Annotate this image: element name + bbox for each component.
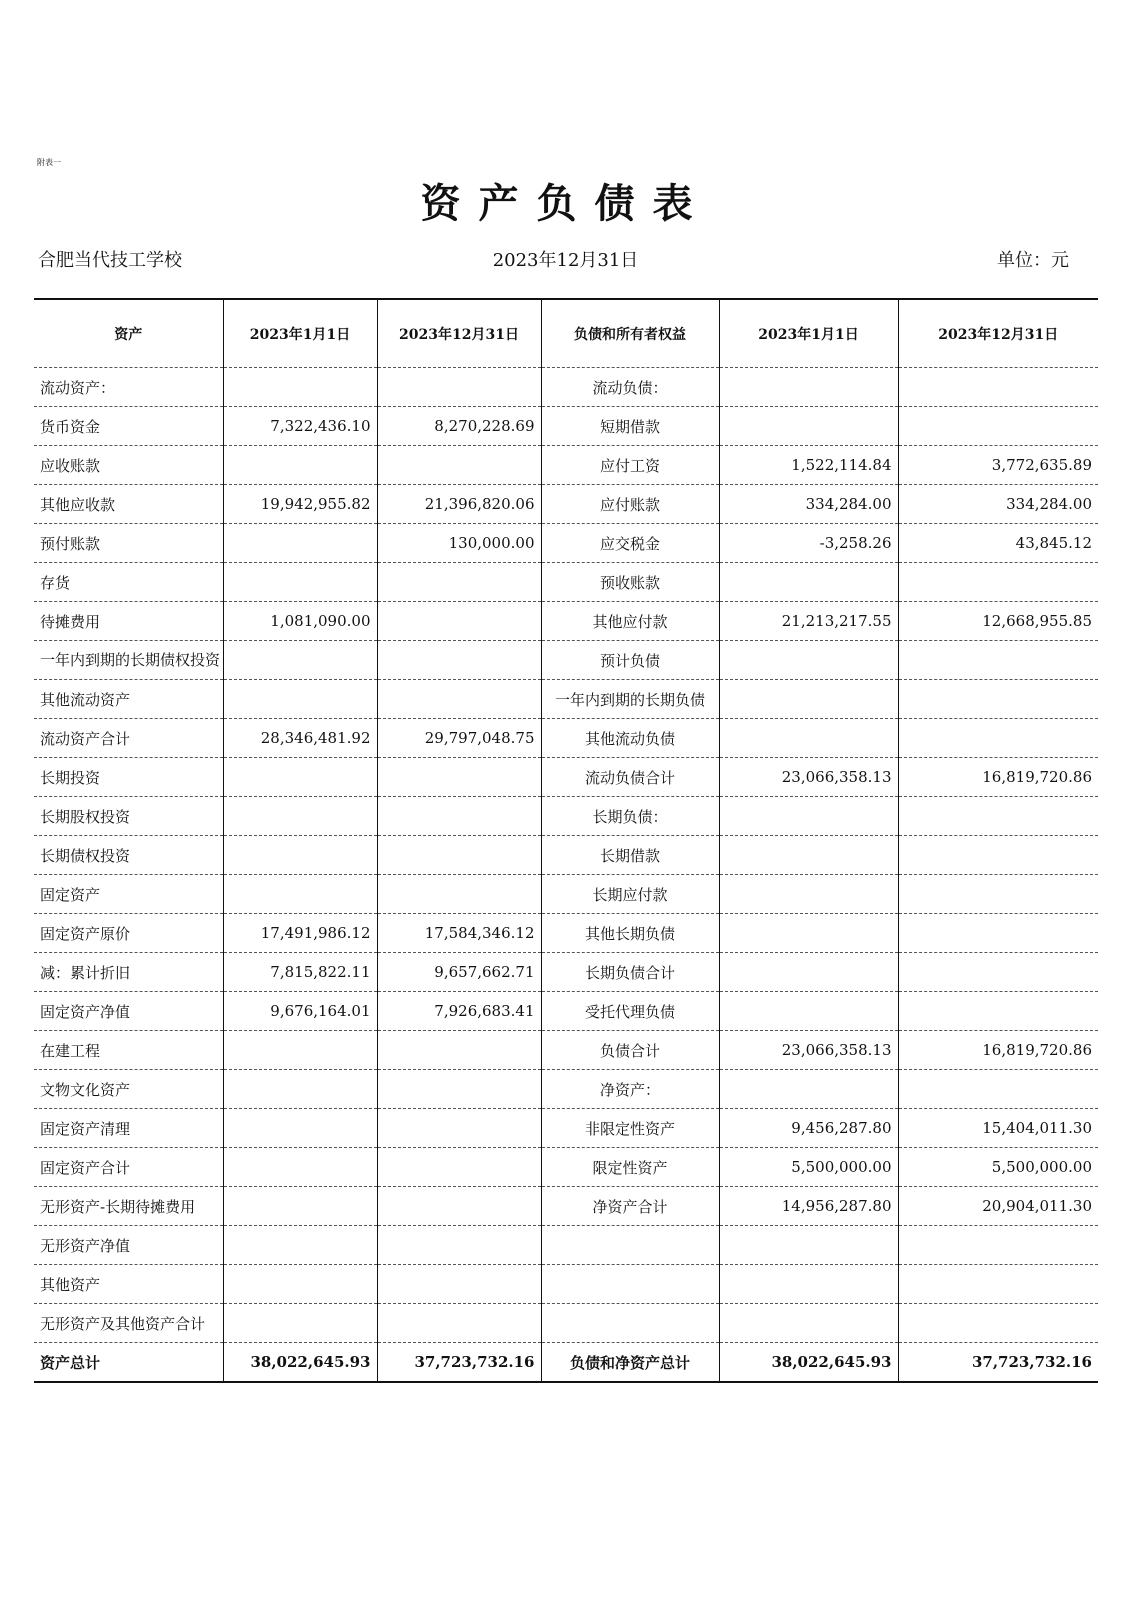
cell-asset-begin: [223, 680, 377, 719]
cell-asset-end: [377, 797, 541, 836]
cell-liability-end: 20,904,011.30: [898, 1187, 1098, 1226]
cell-liability-label: 预计负债: [541, 641, 719, 680]
cell-liability-label: 受托代理负债: [541, 992, 719, 1031]
cell-liability-begin: 21,213,217.55: [719, 602, 898, 641]
cell-asset-begin: [223, 1265, 377, 1304]
cell-liability-begin: [719, 992, 898, 1031]
cell-liability-end: [898, 836, 1098, 875]
table-row: [34, 875, 1098, 914]
cell-asset-label: 长期股权投资: [34, 797, 223, 836]
cell-asset-label: 应收账款: [34, 446, 223, 485]
cell-liability-end: [898, 953, 1098, 992]
cell-liability-begin: [719, 1226, 898, 1265]
cell-liability-label: 限定性资产: [541, 1148, 719, 1187]
table-row: [34, 914, 1098, 953]
cell-asset-begin: [223, 1226, 377, 1265]
cell-liability-label: 预收账款: [541, 563, 719, 602]
cell-asset-begin: 19,942,955.82: [223, 485, 377, 524]
cell-asset-label: 减：累计折旧: [34, 953, 223, 992]
cell-asset-begin: 17,491,986.12: [223, 914, 377, 953]
cell-asset-label: 一年内到期的长期债权投资: [34, 641, 223, 680]
cell-liability-label: [541, 1265, 719, 1304]
cell-asset-label: 货币资金: [34, 407, 223, 446]
cell-asset-begin: [223, 1187, 377, 1226]
cell-asset-end: 17,584,346.12: [377, 914, 541, 953]
cell-liability-end: [898, 641, 1098, 680]
table-row: [34, 485, 1098, 524]
cell-asset-begin: [223, 1148, 377, 1187]
cell-liability-begin: [719, 1304, 898, 1343]
cell-asset-end: [377, 1070, 541, 1109]
table-row: [34, 602, 1098, 641]
cell-liability-end: [898, 368, 1098, 407]
table-row: [34, 1265, 1098, 1304]
total-liabilities-label: 负债和净资产总计: [541, 1343, 719, 1383]
cell-liability-begin: 1,522,114.84: [719, 446, 898, 485]
cell-asset-begin: 7,322,436.10: [223, 407, 377, 446]
cell-asset-label: 文物文化资产: [34, 1070, 223, 1109]
cell-liability-end: 3,772,635.89: [898, 446, 1098, 485]
cell-asset-end: [377, 641, 541, 680]
table-row: [34, 680, 1098, 719]
cell-asset-begin: 7,815,822.11: [223, 953, 377, 992]
cell-liability-end: [898, 719, 1098, 758]
cell-liability-label: 长期应付款: [541, 875, 719, 914]
cell-asset-end: [377, 563, 541, 602]
cell-asset-end: [377, 1148, 541, 1187]
cell-liability-label: 其他应付款: [541, 602, 719, 641]
cell-asset-begin: [223, 1109, 377, 1148]
cell-asset-end: [377, 368, 541, 407]
table-row: [34, 446, 1098, 485]
cell-liability-end: [898, 914, 1098, 953]
cell-asset-begin: 28,346,481.92: [223, 719, 377, 758]
cell-liability-begin: [719, 719, 898, 758]
cell-asset-label: 其他资产: [34, 1265, 223, 1304]
cell-liability-label: 流动负债合计: [541, 758, 719, 797]
cell-asset-label: 流动资产合计: [34, 719, 223, 758]
cell-asset-begin: [223, 446, 377, 485]
cell-asset-end: 8,270,228.69: [377, 407, 541, 446]
cell-asset-end: [377, 1187, 541, 1226]
cell-liability-end: 12,668,955.85: [898, 602, 1098, 641]
cell-liability-begin: 334,284.00: [719, 485, 898, 524]
table-row: [34, 1304, 1098, 1343]
organization-name: 合肥当代技工学校: [38, 250, 182, 271]
cell-asset-begin: [223, 641, 377, 680]
page-title: 资产负债表: [420, 180, 711, 227]
cell-asset-end: [377, 680, 541, 719]
cell-liability-end: [898, 1304, 1098, 1343]
cell-liability-label: [541, 1304, 719, 1343]
cell-liability-begin: 5,500,000.00: [719, 1148, 898, 1187]
header-liabilities-equity: 负债和所有者权益: [541, 299, 719, 368]
cell-liability-end: 334,284.00: [898, 485, 1098, 524]
total-assets-begin: 38,022,645.93: [223, 1343, 377, 1383]
cell-asset-begin: [223, 368, 377, 407]
cell-asset-begin: 9,676,164.01: [223, 992, 377, 1031]
header-liability-end-date: 2023年12月31日: [898, 299, 1098, 368]
table-row: [34, 407, 1098, 446]
cell-liability-label: 其他长期负债: [541, 914, 719, 953]
cell-asset-begin: [223, 524, 377, 563]
cell-asset-label: 固定资产清理: [34, 1109, 223, 1148]
cell-liability-end: [898, 1070, 1098, 1109]
table-row: [34, 797, 1098, 836]
cell-asset-end: [377, 875, 541, 914]
cell-liability-begin: [719, 563, 898, 602]
cell-liability-begin: 9,456,287.80: [719, 1109, 898, 1148]
table-row: [34, 1187, 1098, 1226]
cell-asset-end: [377, 1265, 541, 1304]
cell-asset-label: 在建工程: [34, 1031, 223, 1070]
cell-liability-begin: [719, 875, 898, 914]
cell-asset-begin: [223, 836, 377, 875]
cell-asset-end: [377, 836, 541, 875]
cell-asset-label: 长期债权投资: [34, 836, 223, 875]
cell-liability-end: 43,845.12: [898, 524, 1098, 563]
cell-asset-end: [377, 1304, 541, 1343]
total-liabilities-end: 37,723,732.16: [898, 1343, 1098, 1383]
table-row: [34, 1226, 1098, 1265]
cell-liability-begin: [719, 836, 898, 875]
cell-liability-begin: -3,258.26: [719, 524, 898, 563]
cell-asset-label: 固定资产原价: [34, 914, 223, 953]
cell-liability-begin: [719, 953, 898, 992]
total-assets-label: 资产总计: [34, 1343, 223, 1383]
attachment-label: 附表一: [37, 158, 61, 167]
table-row: [34, 719, 1098, 758]
cell-asset-label: 预付账款: [34, 524, 223, 563]
table-row: [34, 641, 1098, 680]
cell-asset-label: 固定资产净值: [34, 992, 223, 1031]
table-row: [34, 758, 1098, 797]
cell-asset-end: 29,797,048.75: [377, 719, 541, 758]
cell-liability-begin: [719, 368, 898, 407]
table-row: [34, 1148, 1098, 1187]
cell-liability-begin: [719, 641, 898, 680]
cell-asset-end: [377, 602, 541, 641]
header-asset-end-date: 2023年12月31日: [377, 299, 541, 368]
cell-liability-label: 净资产合计: [541, 1187, 719, 1226]
header-row: [34, 299, 1098, 368]
cell-asset-label: 无形资产及其他资产合计: [34, 1304, 223, 1343]
header-assets: 资产: [34, 299, 223, 368]
cell-liability-label: 非限定性资产: [541, 1109, 719, 1148]
cell-asset-end: 21,396,820.06: [377, 485, 541, 524]
cell-asset-begin: [223, 563, 377, 602]
cell-asset-begin: [223, 797, 377, 836]
cell-liability-end: [898, 797, 1098, 836]
cell-asset-label: 存货: [34, 563, 223, 602]
cell-liability-label: 一年内到期的长期负债: [541, 680, 719, 719]
cell-liability-label: 应付账款: [541, 485, 719, 524]
cell-asset-end: 130,000.00: [377, 524, 541, 563]
cell-liability-end: [898, 1265, 1098, 1304]
cell-liability-label: 应交税金: [541, 524, 719, 563]
cell-liability-label: 短期借款: [541, 407, 719, 446]
cell-liability-label: 长期负债合计: [541, 953, 719, 992]
cell-liability-begin: 23,066,358.13: [719, 758, 898, 797]
unit-label: 单位：元: [997, 250, 1069, 271]
cell-asset-begin: [223, 1070, 377, 1109]
total-assets-end: 37,723,732.16: [377, 1343, 541, 1383]
header-asset-begin-date: 2023年1月1日: [223, 299, 377, 368]
cell-liability-begin: [719, 797, 898, 836]
cell-liability-label: 长期负债：: [541, 797, 719, 836]
cell-asset-label: 固定资产合计: [34, 1148, 223, 1187]
cell-asset-begin: 1,081,090.00: [223, 602, 377, 641]
cell-liability-end: 16,819,720.86: [898, 1031, 1098, 1070]
cell-liability-label: [541, 1226, 719, 1265]
cell-liability-end: [898, 875, 1098, 914]
cell-liability-end: [898, 407, 1098, 446]
cell-liability-end: 5,500,000.00: [898, 1148, 1098, 1187]
total-row: [34, 1343, 1098, 1383]
report-date: 2023年12月31日: [492, 250, 639, 271]
cell-liability-begin: [719, 407, 898, 446]
table-row: [34, 368, 1098, 407]
cell-liability-end: [898, 680, 1098, 719]
cell-asset-label: 无形资产净值: [34, 1226, 223, 1265]
cell-liability-label: 其他流动负债: [541, 719, 719, 758]
table-row: [34, 563, 1098, 602]
cell-asset-end: 9,657,662.71: [377, 953, 541, 992]
balance-sheet-table: [34, 298, 1098, 1383]
cell-asset-end: [377, 446, 541, 485]
cell-liability-begin: 23,066,358.13: [719, 1031, 898, 1070]
total-liabilities-begin: 38,022,645.93: [719, 1343, 898, 1383]
cell-liability-label: 负债合计: [541, 1031, 719, 1070]
header-liability-begin-date: 2023年1月1日: [719, 299, 898, 368]
cell-liability-label: 应付工资: [541, 446, 719, 485]
cell-asset-end: 7,926,683.41: [377, 992, 541, 1031]
cell-asset-end: [377, 758, 541, 797]
cell-liability-end: [898, 1226, 1098, 1265]
table-row: [34, 1109, 1098, 1148]
table-row: [34, 836, 1098, 875]
cell-asset-end: [377, 1031, 541, 1070]
cell-asset-end: [377, 1109, 541, 1148]
cell-asset-begin: [223, 1031, 377, 1070]
cell-asset-label: 长期投资: [34, 758, 223, 797]
table-row: [34, 1031, 1098, 1070]
cell-liability-end: 16,819,720.86: [898, 758, 1098, 797]
cell-liability-begin: [719, 1265, 898, 1304]
cell-asset-begin: [223, 1304, 377, 1343]
cell-liability-label: 流动负债：: [541, 368, 719, 407]
cell-asset-begin: [223, 758, 377, 797]
cell-liability-begin: 14,956,287.80: [719, 1187, 898, 1226]
table-row: [34, 953, 1098, 992]
cell-liability-label: 长期借款: [541, 836, 719, 875]
cell-liability-begin: [719, 680, 898, 719]
cell-asset-end: [377, 1226, 541, 1265]
cell-asset-begin: [223, 875, 377, 914]
cell-asset-label: 其他应收款: [34, 485, 223, 524]
cell-liability-begin: [719, 1070, 898, 1109]
table-row: [34, 1070, 1098, 1109]
cell-liability-label: 净资产：: [541, 1070, 719, 1109]
cell-asset-label: 无形资产-长期待摊费用: [34, 1187, 223, 1226]
table-row: [34, 524, 1098, 563]
cell-asset-label: 其他流动资产: [34, 680, 223, 719]
table-row: [34, 992, 1098, 1031]
cell-asset-label: 流动资产：: [34, 368, 223, 407]
cell-asset-label: 固定资产: [34, 875, 223, 914]
cell-asset-label: 待摊费用: [34, 602, 223, 641]
cell-liability-end: 15,404,011.30: [898, 1109, 1098, 1148]
cell-liability-end: [898, 992, 1098, 1031]
cell-liability-end: [898, 563, 1098, 602]
cell-liability-begin: [719, 914, 898, 953]
